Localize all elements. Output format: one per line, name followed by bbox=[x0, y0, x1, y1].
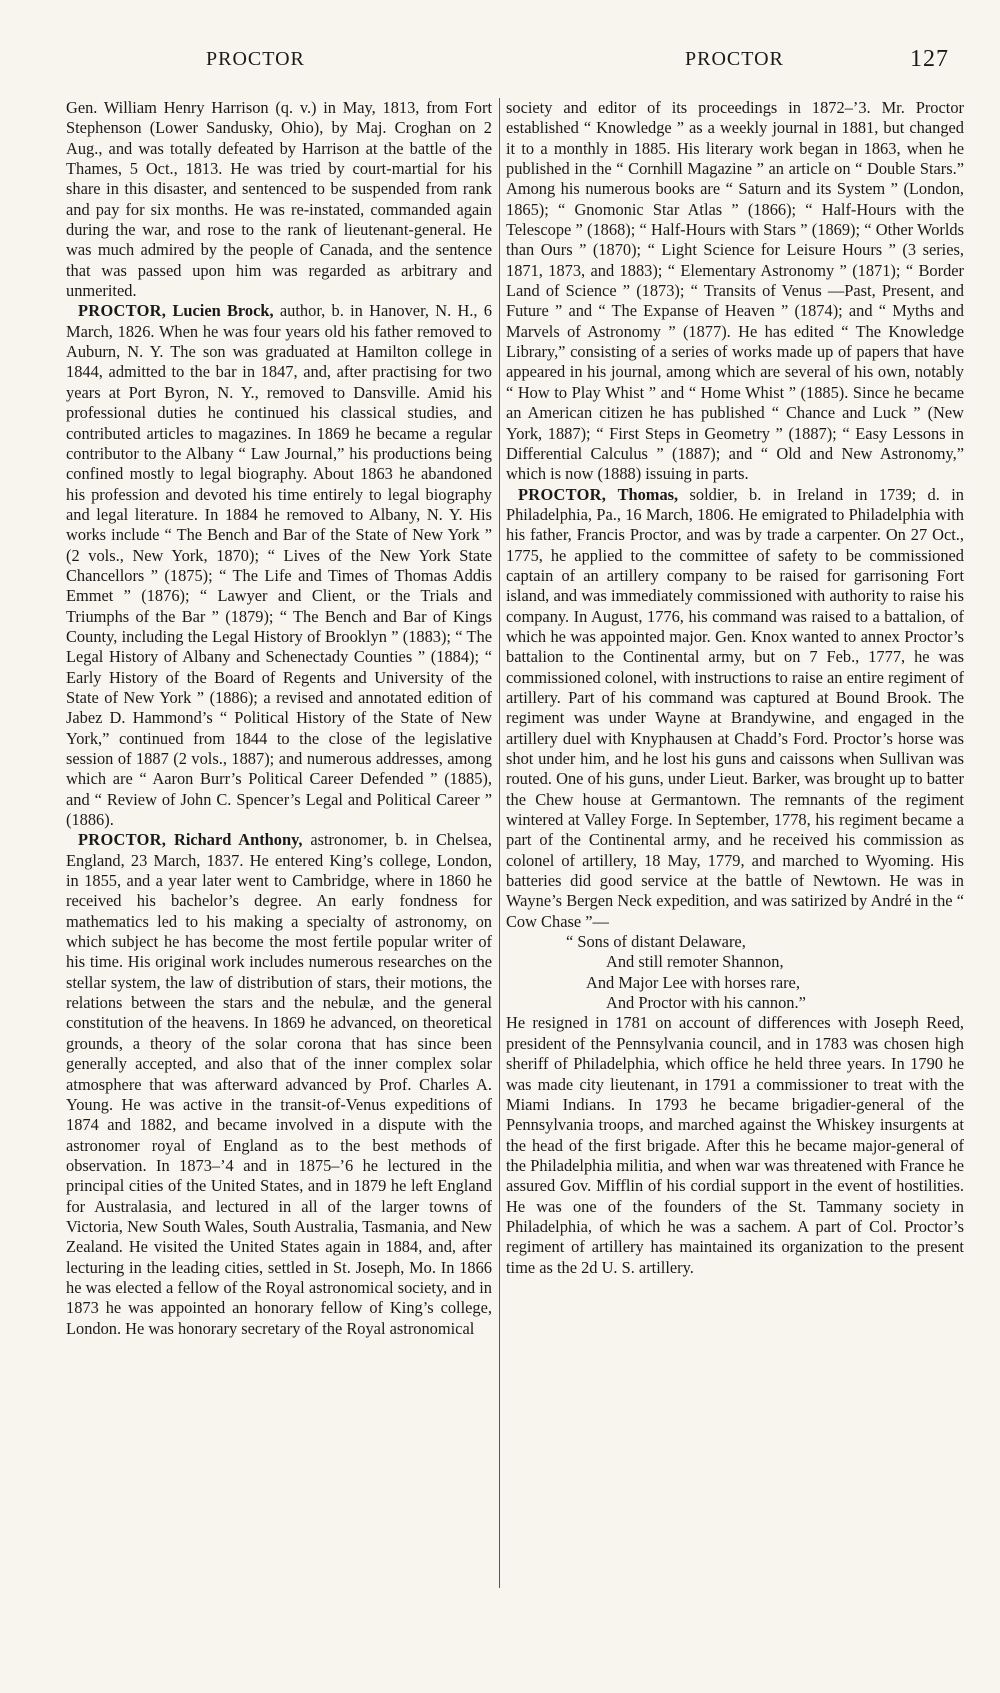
entry-thomas-proctor bbox=[506, 485, 964, 933]
running-header bbox=[0, 44, 1000, 84]
entry-surname: PROCTOR, bbox=[78, 301, 167, 321]
entry-text: astronomer, b. in Chelsea, England, 23 March, 1837. He entered King’s college, London, in 1855, and a year later went to Cambridge, where in 1860 he received his bachelor’s degree. An early fondness for mathematics led to his making a specialty of astronomy, on which subject he has become the most fertile popular writer of his time. His original work includes numerous researches on the stellar system, the law of distribution of stars, their motions, the relations between the stars and the nebulæ, and the general constitution of the heavens. In 1869 he advanced, on theoretical grounds, a theory of the solar corona that has since been generally accepted, and also that of the inner complex solar atmosphere that was afterward advanced by Prof. Charles A. Young. He was active in the transit-of-Venus expeditions of 1874 and 1882, and became involved in a dispute with the astronomer royal of England as to the best methods of observation. In 1873–’4 and in 1875–’6 he lectured in the principal cities of the United States, and in 1879 he left England for Australasia, and lectured in all of the larger towns of Victoria, New South Wales, South Australia, Tasmania, and New Zealand. He visited the United States again in 1884, and, after lecturing in the leading cities, settled in St. Joseph, Mo. In 1866 he was elected a fellow of the Royal astronomical society, and in 1873 he was appointed an honorary fellow of King’s college, London. He was honorary secretary of the Royal astronomical bbox=[66, 830, 492, 1338]
entry-richard-anthony-proctor bbox=[66, 830, 492, 1339]
entry-surname: PROCTOR, bbox=[518, 484, 607, 504]
entry-text: author, b. in Hanover, N. H., 6 March, 1826. When he was four years old his father removed to Auburn, N. Y. The son was graduated at Hamilton college in 1844, admitted to the bar in 1847, and, after practising for two years at Port Byron, N. Y., removed to Dansville. Amid his professional duties he continued his classical studies, and contributed articles to magazines. In 1869 he became a regular contributor to the Albany “ Law Journal,” his productions being confined mostly to legal biography. About 1863 he abandoned his profession and devoted his time entirely to legal biography and legal literature. In 1884 he removed to Albany, N. Y. His works include “ The Bench and Bar of the State of New York ” (2 vols., New York, 1870); “ Lives of the New York State Chancellors ” (1875); “ The Life and Times of Thomas Addis Emmet ” (1876); “ Lawyer and Client, or the Trials and Triumphs of the Bar ” (1879); “ The Bench and Bar of Kings County, including the Legal History of Brooklyn ” (1883); “ The Legal History of Albany and Schenectady Counties ” (1884); “ Early History of the Board of Regents and University of the State of New York ” (1886); a revised and annotated edition of Jabez D. Hammond’s “ Political History of the State of New York,” continued from 1844 to the close of the legislative session of 1887 (2 vols., 1887); and numerous addresses, among which are “ Aaron Burr’s Political Career Defended ” (1885), and “ Review of John C. Spencer’s Legal and Political Career ” (1886). bbox=[66, 301, 492, 830]
entry-lucien-brock-proctor bbox=[66, 301, 492, 830]
entry-given-name: Thomas, bbox=[617, 484, 679, 504]
entry-given-name: Richard Anthony, bbox=[173, 830, 303, 850]
entry-surname: PROCTOR, bbox=[78, 830, 167, 850]
header-right-title: PROCTOR bbox=[685, 48, 784, 70]
entry-continuation-text: He resigned in 1781 on account of differences with Joseph Reed, president of the Pennsylvania council, and in 1783 was chosen high sheriff of Philadelphia, which office he held three years. In 1790 he was made city lieutenant, in 1791 a commissioner to treat with the Miami Indians. In 1793 he became brigadier-general of the Pennsylvania troops, and marched against the Whiskey insurgents at the head of the first brigade. After this he became major-general of the Philadelphia militia, and when war was threatened with France he assured Gov. Mifflin of his cordial support in the event of hostilities. He was one of the founders of the St. Tammany society in Philadelphia, of which he was a sachem. A part of Col. Proctor’s regiment of artillery has maintained its organization to the present time as the 2d U. S. artillery. bbox=[506, 1013, 964, 1277]
verse-line: And Proctor with his cannon.” bbox=[606, 993, 806, 1013]
column-divider bbox=[499, 98, 500, 1588]
continuation-text: Gen. William Henry Harrison (q. v.) in May, 1813, from Fort Stephenson (Lower Sandusky, Ohio), by Maj. Croghan on 2 Aug., and was totally defeated by Harrison at the battle of the Thames, 5 Oct., 1813. He was tried by court-martial for his share in this disaster, and sentenced to be suspended from rank and pay for six months. He was re-instated, commanded again during the war, and rose to the rank of lieutenant-general. He was much admired by the people of Canada, and the sentence that was passed upon him was regarded as arbitrary and unmerited. bbox=[66, 98, 492, 301]
verse-line: And Major Lee with horses rare, bbox=[586, 972, 800, 992]
page-number: 127 bbox=[910, 46, 949, 72]
verse-line: And still remoter Shannon, bbox=[606, 952, 784, 972]
verse-line: “ Sons of distant Delaware, bbox=[566, 932, 746, 952]
entry-text: soldier, b. in Ireland in 1739; d. in Philadelphia, Pa., 16 March, 1806. He emigrated to Philadelphia with his father, Francis Proctor, and was by trade a carpenter. On 27 Oct., 1775, he applied to the committee of safety to be commissioned captain of an artillery company to be raised for garrisoning Fort island, and was immediately commissioned with authority to raise his company. In August, 1776, his command was raised to a battalion, of which he was appointed major. Gen. Knox wanted to annex Proctor’s battalion to the Continental army, but on 7 Feb., 1777, he was commissioned colonel, with instructions to raise an entire regiment of artillery. Part of his command was captured at Bound Brook. The regiment was under Wayne at Brandywine, and engaged in the artillery duel with Knyphausen at Chadd’s Ford. Proctor’s horse was shot under him, and he lost his guns and caissons when Sullivan was routed. One of his guns, under Lieut. Barker, was brought up to batter the Chew house at Germantown. The remnants of the regiment wintered at Valley Forge. In September, 1778, his regiment became a part of the Continental army, and he received his commission as colonel of artillery, 18 May, 1779, and marched to Wyoming. His batteries did good service at the battle of Newtown. He was in Wayne’s Bergen Neck expedition, and was satirized by André in the “ Cow Chase ”— bbox=[506, 484, 964, 931]
header-left-title: PROCTOR bbox=[206, 48, 305, 70]
entry-given-name: Lucien Brock, bbox=[172, 301, 274, 321]
left-column bbox=[66, 98, 492, 1653]
verse-quotation bbox=[506, 932, 964, 1013]
continuation-text: society and editor of its proceedings in 1872–’3. Mr. Proctor established “ Knowledge ” as a weekly journal in 1881, but changed it to a monthly in 1885. His literary work began in 1863, when he published in the “ Cornhill Magazine ” an article on “ Double Stars.” Among his numerous books are “ Saturn and its System ” (London, 1865); “ Gnomonic Star Atlas ” (1866); “ Half-Hours with the Telescope ” (1868); “ Half-Hours with Stars ” (1869); “ Other Worlds than Ours ” (1870); “ Light Science for Leisure Hours ” (3 series, 1871, 1873, and 1883); “ Elementary Astronomy ” (1871); “ Border Land of Science ” (1873); “ Transits of Venus —Past, Present, and Future ” and “ The Expanse of Heaven ” (1874); and “ Myths and Marvels of Astronomy ” (1877). He has edited “ The Knowledge Library,” consisting of a series of works made up of papers that have appeared in his journal, among which are several of his own, notably “ How to Play Whist ” and “ Home Whist ” (1885). Since he became an American citizen he has published “ Chance and Luck ” (New York, 1887); “ First Steps in Geometry ” (1887); “ Easy Lessons in Differential Calculus ” (1887); and “ Old and New Astronomy,” which is now (1888) issuing in parts. bbox=[506, 98, 964, 484]
right-column bbox=[506, 98, 964, 1653]
